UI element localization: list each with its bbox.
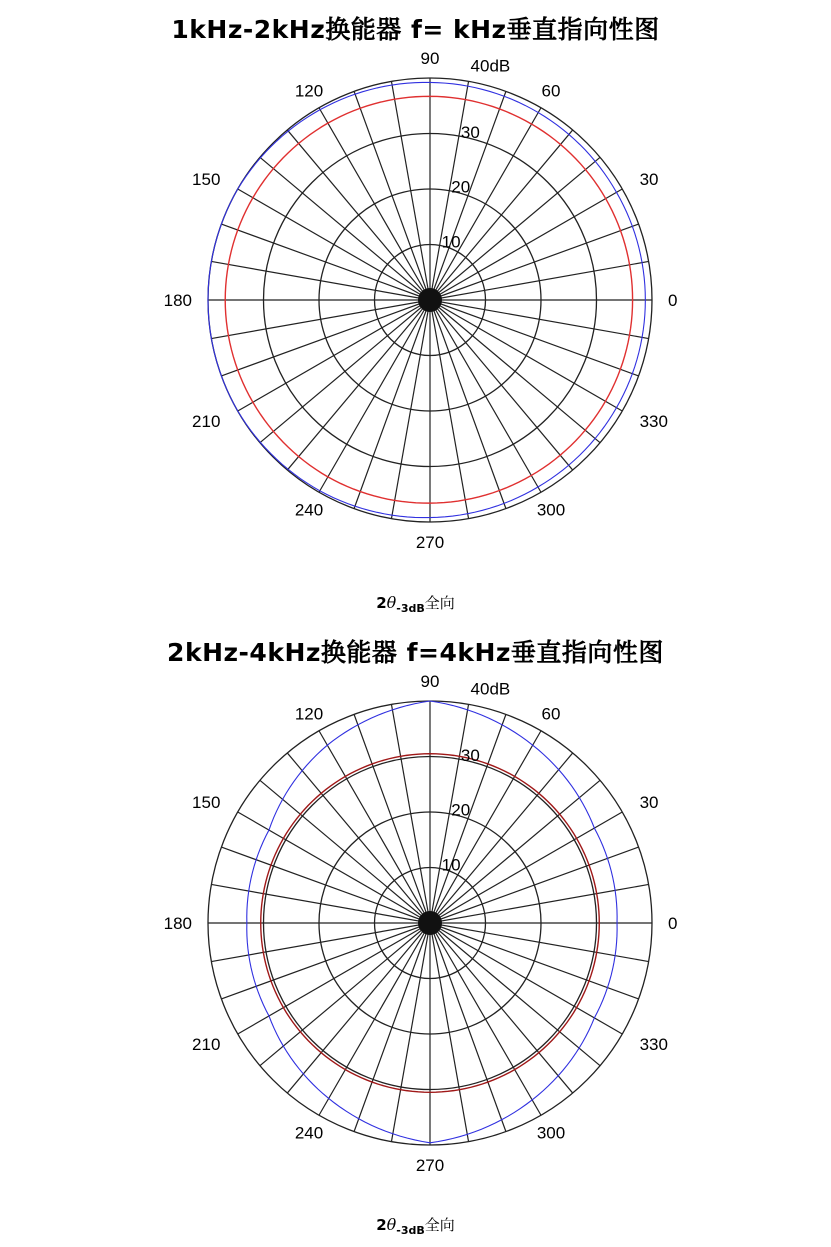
angle-tick-300: 300	[536, 500, 566, 520]
caption-value: 全向	[424, 1216, 455, 1234]
beamwidth-caption-1	[0, 592, 831, 615]
angle-tick-300: 300	[536, 1123, 566, 1143]
center-hub	[418, 288, 442, 312]
radial-tick-10: 10	[441, 232, 461, 252]
radial-tick-20: 20	[451, 800, 471, 820]
caption-prefix: 2	[376, 1216, 387, 1234]
angle-tick-120: 120	[294, 81, 324, 101]
caption-subscript: -3dB	[396, 1224, 425, 1237]
chart-title-2: 2kHz-4kHz换能器 f=4kHz垂直指向性图	[167, 638, 664, 667]
angle-tick-180: 180	[163, 914, 192, 933]
polar-chart-2	[0, 623, 831, 1223]
angle-tick-90: 90	[420, 672, 440, 691]
angle-tick-60: 60	[541, 81, 561, 101]
radial-tick-40dB: 40dB	[470, 679, 511, 699]
angle-tick-150: 150	[192, 793, 221, 812]
caption-theta-symbol: θ	[386, 593, 397, 612]
angle-tick-90: 90	[420, 49, 440, 68]
angle-tick-240: 240	[294, 1123, 324, 1143]
center-hub	[418, 911, 442, 935]
radial-tick-20: 20	[451, 177, 471, 197]
radial-tick-10: 10	[441, 855, 461, 875]
angle-tick-240: 240	[294, 500, 324, 520]
angle-tick-0: 0	[668, 914, 678, 933]
radial-tick-40dB: 40dB	[470, 56, 511, 76]
radial-tick-30: 30	[460, 123, 480, 143]
angle-tick-330: 330	[639, 1035, 668, 1054]
caption-theta-symbol: θ	[386, 1215, 397, 1234]
polar-chart-1	[0, 0, 831, 600]
caption-prefix: 2	[376, 594, 387, 612]
beamwidth-caption-2	[0, 1214, 831, 1237]
angle-tick-120: 120	[294, 704, 324, 724]
chart-title-1: 1kHz-2kHz换能器 f= kHz垂直指向性图	[171, 15, 660, 44]
angle-tick-270: 270	[415, 1156, 445, 1175]
radial-tick-30: 30	[460, 746, 480, 766]
angle-tick-0: 0	[668, 291, 678, 310]
angle-tick-30: 30	[639, 170, 659, 189]
angle-tick-210: 210	[192, 1035, 221, 1054]
angle-tick-270: 270	[415, 533, 445, 552]
angle-tick-60: 60	[541, 704, 561, 724]
caption-subscript: -3dB	[396, 602, 425, 615]
angle-tick-30: 30	[639, 793, 659, 812]
angle-tick-210: 210	[192, 412, 221, 431]
angle-tick-330: 330	[639, 412, 668, 431]
caption-value: 全向	[424, 594, 455, 612]
angle-tick-150: 150	[192, 170, 221, 189]
angle-tick-180: 180	[163, 291, 192, 310]
